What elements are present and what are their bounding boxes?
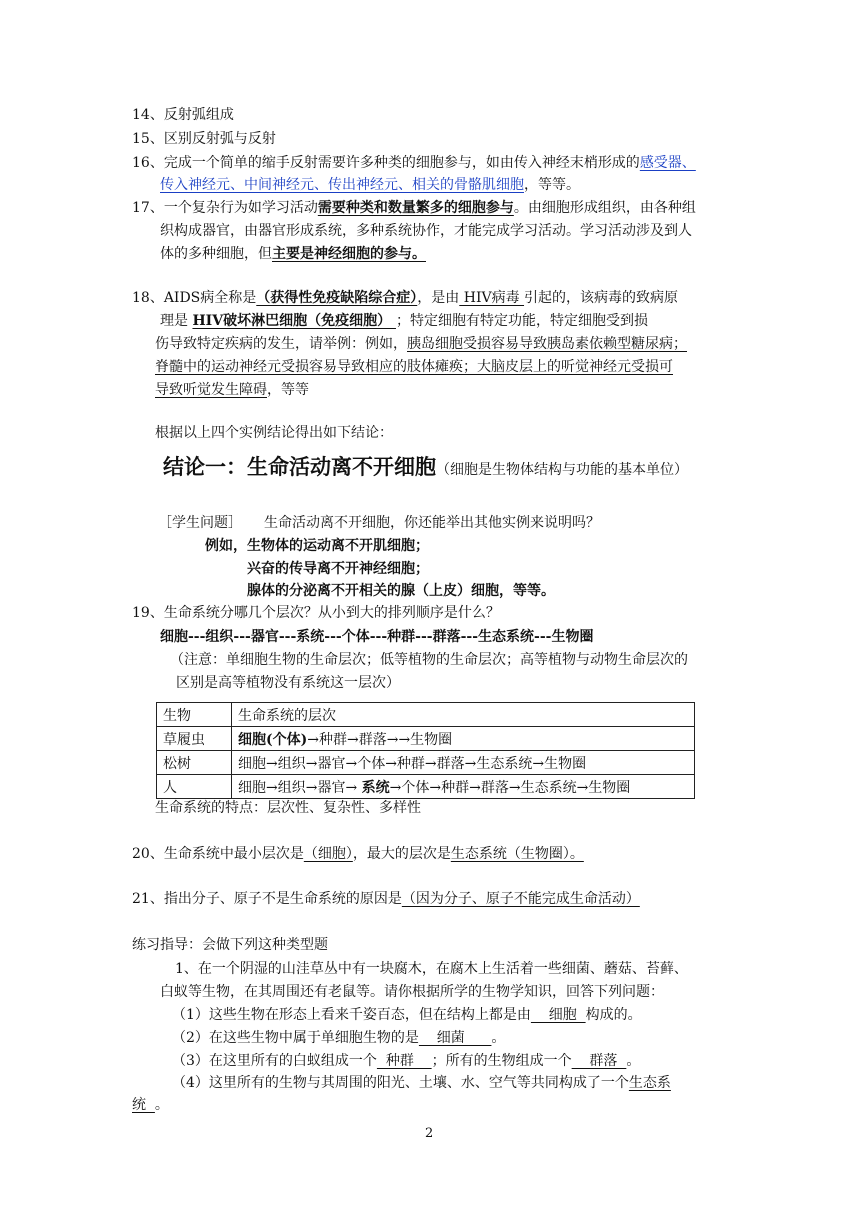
item-16-line2 bbox=[160, 174, 580, 196]
life-levels-table bbox=[156, 702, 695, 799]
item-14: 14、反射弧组成 bbox=[132, 107, 234, 123]
summary-intro: 根据以上四个实例结论得出如下结论： bbox=[155, 425, 393, 441]
student-question-label: ［学生问题］ bbox=[158, 515, 242, 531]
item-17-text-a: 17、一个复杂行为如学习活动 bbox=[132, 200, 318, 216]
practice-q3-text: （3）在这里所有的白蚁组成一个 bbox=[172, 1053, 377, 1069]
item-20-answer-largest: 生态系统（生物圈）。 bbox=[450, 846, 584, 862]
life-system-features: 生命系统的特点：层次性、复杂性、多样性 bbox=[155, 800, 421, 816]
practice-q2-text: （2）在这些生物中属于单细胞生物的是 bbox=[172, 1030, 419, 1046]
example-nerve: 兴奋的传导离不开神经细胞； bbox=[247, 561, 429, 577]
item-18-answer-mechanism: HIV破坏淋巴细胞（免疫细胞） bbox=[192, 313, 396, 329]
student-question bbox=[158, 512, 600, 534]
page-number: 2 bbox=[425, 1126, 434, 1141]
item-19-question: 19、生命系统分哪几个层次？从小到大的排列顺序是什么？ bbox=[132, 605, 500, 621]
table-cell-organism: 松树 bbox=[157, 751, 232, 775]
item-20-text-a: 20、生命系统中最小层次是 bbox=[132, 846, 304, 862]
table-cell-levels-bold: 系统 bbox=[361, 779, 390, 796]
conclusion-one bbox=[163, 451, 688, 486]
table-cell-levels bbox=[232, 775, 695, 799]
item-17-text-c: 。由细胞形成组织，由各种组 bbox=[513, 200, 696, 216]
item-18-example-2: 脊髓中的运动神经元受损容易导致相应的肢体瘫痪；大脑皮层上的听觉神经元受损可 bbox=[155, 359, 673, 375]
item-18-text-g: ；特定细胞有特定功能，特定细胞受到损 bbox=[395, 313, 648, 329]
table-cell-levels bbox=[232, 727, 695, 751]
item-19-note-1: （注意：单细胞生物的生命层次；低等植物的生命层次；高等植物与动物生命层次的 bbox=[170, 652, 688, 668]
item-18-answer-hiv: HIV病毒 bbox=[459, 290, 525, 306]
practice-q4-cont bbox=[132, 1094, 169, 1116]
item-21-text-a: 21、指出分子、原子不是生命系统的原因是 bbox=[132, 891, 402, 907]
table-row bbox=[157, 751, 695, 775]
item-16-line1 bbox=[132, 152, 696, 174]
table-cell-levels-text: →个体→种群→群落→生态系统→生物圈 bbox=[389, 779, 631, 796]
item-19-order: 细胞---组织---器官---系统---个体---种群---群落---生态系统---生物圈 bbox=[160, 629, 594, 645]
item-17-text-d: 体的多种细胞，但 bbox=[160, 246, 272, 262]
practice-q2 bbox=[172, 1027, 505, 1049]
item-16-link-receptor[interactable]: 感受器、 bbox=[639, 155, 696, 171]
practice-q4-text: （4）这里所有的生物与其周围的阳光、土壤、水、空气等共同构成了一个 bbox=[172, 1075, 629, 1091]
table-cell-levels: 细胞→组织→器官→个体→种群→群落→生态系统→生物圈 bbox=[232, 751, 695, 775]
table-cell-organism: 人 bbox=[157, 775, 232, 799]
practice-q3-answer-2: 群落 bbox=[571, 1053, 627, 1069]
table-cell-levels-bold: 细胞(个体) bbox=[238, 731, 308, 748]
item-17-line2: 织构成器官，由器官形成系统，多种系统协作，才能完成学习活动。学习活动涉及到人 bbox=[160, 223, 692, 239]
table-cell-organism: 草履虫 bbox=[157, 727, 232, 751]
item-15: 15、区别反射弧与反射 bbox=[132, 131, 276, 147]
student-question-text: 生命活动离不开细胞，你还能举出其他实例来说明吗？ bbox=[264, 515, 600, 531]
item-18-text-f: 理是 bbox=[160, 313, 193, 329]
item-18-answer-aids: （获得性免疫缺陷综合症） bbox=[256, 290, 418, 306]
practice-p2: 白蚁等生物，在其周围还有老鼠等。请你根据所学的生物学知识，回答下列问题： bbox=[160, 984, 664, 1000]
item-18-line5 bbox=[155, 379, 309, 401]
practice-q1-text: （1）这些生物在形态上看来千姿百态，但在结构上都是由 bbox=[172, 1007, 531, 1023]
practice-q1-answer: 细胞 bbox=[530, 1007, 586, 1023]
item-18-line2 bbox=[160, 310, 648, 332]
item-18-text-h: 伤导致特定疾病的发生，请举例：例如， bbox=[155, 336, 407, 352]
practice-q3-answer-1: 种群 bbox=[376, 1053, 432, 1069]
table-header-organism: 生物 bbox=[157, 703, 232, 727]
practice-q3-text-2: ；所有的生物组成一个 bbox=[431, 1053, 572, 1069]
practice-q4 bbox=[172, 1072, 671, 1094]
example-gland: 腺体的分泌离不开相关的腺（上皮）细胞，等等。 bbox=[247, 583, 555, 599]
item-18-line1 bbox=[132, 287, 678, 309]
table-header-row bbox=[157, 703, 695, 727]
item-18-line3 bbox=[155, 333, 687, 355]
practice-q3-tail: 。 bbox=[626, 1053, 641, 1069]
practice-q1-tail: 构成的。 bbox=[585, 1007, 642, 1023]
practice-q4-tail: 。 bbox=[154, 1097, 169, 1113]
conclusion-one-title: 结论一：生命活动离不开细胞 bbox=[163, 455, 436, 479]
item-18-text-i: ，等等 bbox=[267, 382, 309, 398]
item-16-text: 16、完成一个简单的缩手反射需要许多种类的细胞参与，如由传入神经末梢形成的 bbox=[132, 155, 640, 171]
item-16-link-neurons[interactable]: 传入神经元、中间神经元、传出神经元、相关的骨骼肌细胞 bbox=[160, 177, 524, 193]
item-18-text-c: ，是由 bbox=[417, 290, 460, 306]
practice-q2-tail: 。 bbox=[491, 1030, 506, 1046]
practice-q4-answer: 生态系 bbox=[628, 1075, 671, 1091]
item-17-line1 bbox=[132, 197, 696, 219]
item-17-key-answer: 需要种类和数量繁多的细胞参与 bbox=[317, 200, 514, 216]
practice-title: 练习指导：会做下列这种类型题 bbox=[132, 937, 328, 953]
item-20-text-c: ，最大的层次是 bbox=[352, 846, 451, 862]
item-21 bbox=[132, 888, 640, 910]
practice-q2-answer: 细菌 bbox=[418, 1030, 492, 1046]
item-18-text-e: 引起的，该病毒的致病原 bbox=[524, 290, 679, 306]
practice-p1: 1、在一个阴湿的山洼草丛中有一块腐木，在腐木上生活着一些细菌、蘑菇、苔藓、 bbox=[175, 961, 688, 977]
item-18-example-3: 导致听觉发生障碍 bbox=[155, 382, 267, 398]
conclusion-one-note: （细胞是生物体结构与功能的基本单位） bbox=[436, 462, 688, 478]
table-header-levels: 生命系统的层次 bbox=[232, 703, 695, 727]
table-cell-levels-pre: 细胞→组织→器官→ bbox=[238, 779, 362, 796]
table-row bbox=[157, 727, 695, 751]
item-20-answer-smallest: （细胞） bbox=[303, 846, 353, 862]
table-cell-levels-text: →种群→群落→→生物圈 bbox=[307, 731, 453, 748]
item-19-note-2: 区别是高等植物没有系统这一层次） bbox=[176, 675, 400, 691]
practice-q1 bbox=[172, 1004, 642, 1026]
practice-q4-answer-cont: 统 bbox=[132, 1097, 155, 1113]
item-17-key-answer-2: 主要是神经细胞的参与。 bbox=[272, 246, 426, 262]
example-muscle: 例如，生物体的运动离不开肌细胞； bbox=[205, 538, 429, 554]
item-16-tail: ，等等。 bbox=[524, 177, 580, 193]
item-21-answer: （因为分子、原子不能完成生命活动） bbox=[401, 891, 640, 907]
table-row bbox=[157, 775, 695, 799]
item-18-text-a: 18、AIDS病全称是 bbox=[132, 290, 257, 306]
item-18-example-1: 胰岛细胞受损容易导致胰岛素依赖型糖尿病； bbox=[407, 336, 687, 352]
item-20 bbox=[132, 843, 584, 865]
practice-q3 bbox=[172, 1050, 640, 1072]
item-17-line3 bbox=[160, 243, 426, 265]
